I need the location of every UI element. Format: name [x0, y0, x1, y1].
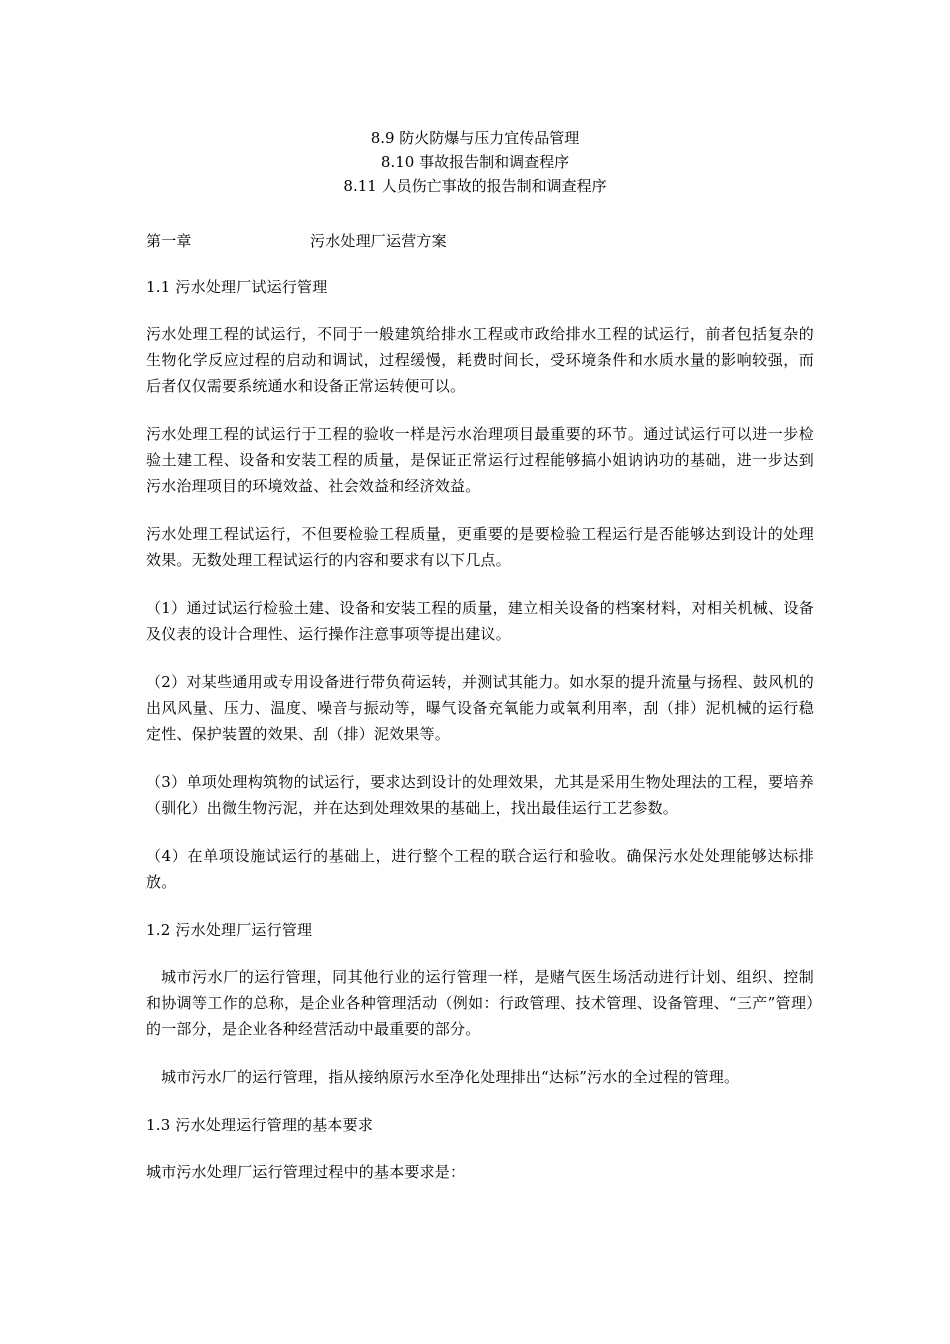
chapter-number: 第一章: [146, 232, 192, 250]
paragraph: 污水处理工程试运行，不但要检验工程质量，更重要的是要检验工程运行是否能够达到设计的处理效果。无数处理工程试运行的内容和要求有以下几点。: [146, 525, 814, 569]
paragraph: （2）对某些通用或专用设备进行带负荷运转，并测试其能力。如水泵的提升流量与扬程、鼓风机的出风风量、压力、温度、噪音与振动等，曝气设备充氧能力或氧利用率，刮（排）泥机械的运行稳定性、保护装置的效果、刮（排）泥效果等。: [146, 673, 814, 743]
toc-item: 8.10 事故报告制和调查程序: [380, 153, 570, 171]
paragraph: 污水处理工程的试运行，不同于一般建筑给排水工程或市政给排水工程的试运行，前者包括复杂的生物化学反应过程的启动和调试，过程缓慢，耗费时间长，受环境条件和水质水量的影响较强，而后者仅仅需要系统通水和设备正常运转便可以。: [146, 325, 814, 395]
toc-item: 8.9 防火防爆与压力宜传品管理: [370, 129, 580, 147]
chapter-title: 污水处理厂运营方案: [310, 232, 447, 250]
paragraph: 城市污水厂的运行管理，指从接纳原污水至净化处理排出“达标”污水的全过程的管理。: [161, 1068, 740, 1086]
paragraph: 城市污水厂的运行管理，同其他行业的运行管理一样，是赌气医生场活动进行计划、组织、控制和协调等工作的总称，是企业各种管理活动（例如：行政管理、技术管理、设备管理、“三产”管理）的一部分，是企业各种经营活动中最重要的部分。: [146, 968, 814, 1038]
paragraph: （1）通过试运行检验土建、设备和安装工程的质量，建立相关设备的档案材料，对相关机械、设备及仪表的设计合理性、运行操作注意事项等提出建议。: [146, 599, 814, 643]
toc-item: 8.11 人员伤亡事故的报告制和调查程序: [343, 177, 607, 195]
paragraph: 城市污水处理厂运行管理过程中的基本要求是：: [146, 1163, 466, 1181]
section-heading: 1.2 污水处理厂运行管理: [146, 921, 313, 939]
chapter-heading: [146, 228, 814, 254]
paragraph: （3）单项处理构筑物的试运行，要求达到设计的处理效果，尤其是采用生物处理法的工程，要培养（驯化）出微生物污泥，并在达到处理效果的基础上，找出最佳运行工艺参数。: [146, 773, 814, 817]
section-heading: 1.3 污水处理运行管理的基本要求: [146, 1116, 374, 1134]
document-body: [146, 228, 814, 1207]
paragraph: （4）在单项设施试运行的基础上，进行整个工程的联合运行和验收。确保污水处处理能够达标排放。: [146, 847, 814, 891]
section-heading: 1.1 污水处理厂试运行管理: [146, 278, 328, 296]
paragraph: 污水处理工程的试运行于工程的验收一样是污水治理项目最重要的环节。通过试运行可以进一步检验土建工程、设备和安装工程的质量，是保证正常运行过程能够搞小姐讷讷功的基础，进一步达到污水治理项目的环境效益、社会效益和经济效益。: [146, 425, 814, 495]
toc-list: [0, 126, 950, 198]
